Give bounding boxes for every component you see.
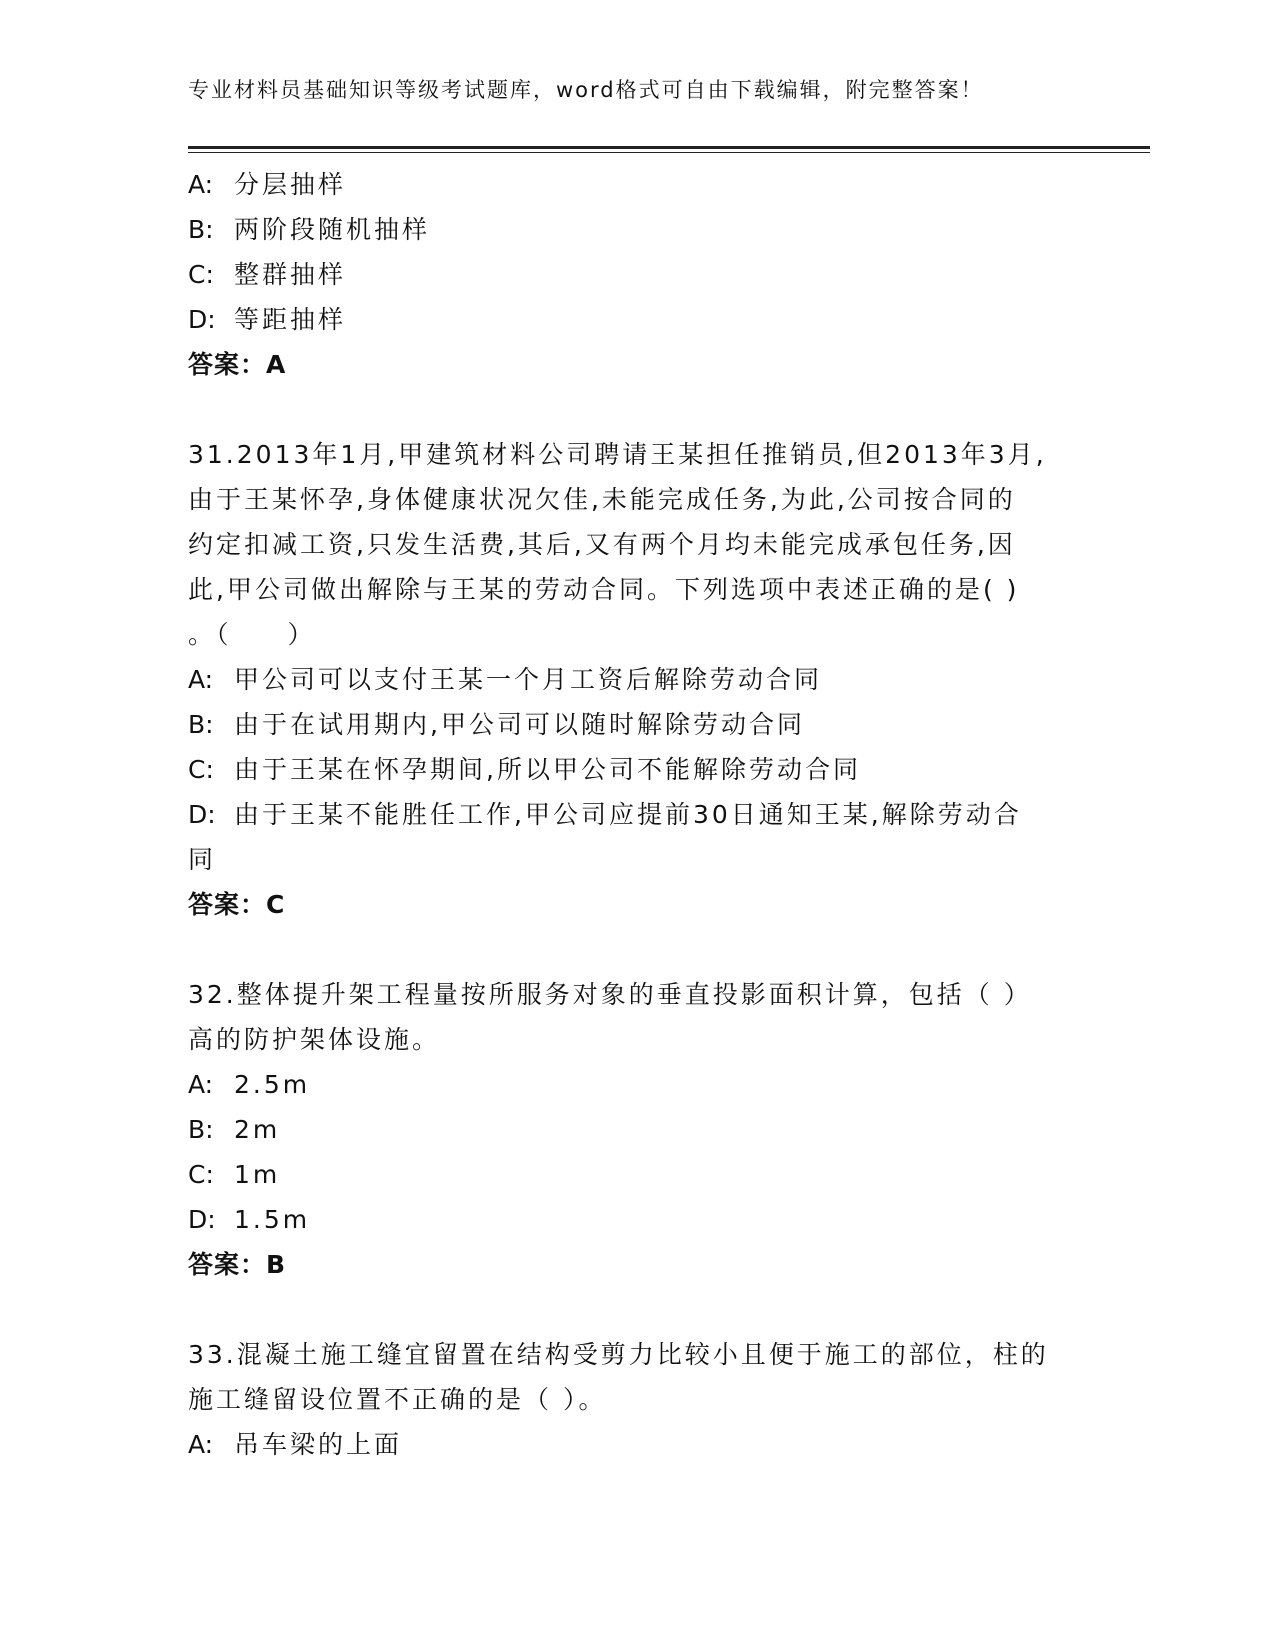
option-text: 整群抽样 (234, 260, 347, 289)
question-stem-line: 约定扣减工资,只发生活费,其后,又有两个月均未能完成承包任务,因 (188, 530, 1016, 559)
option-text: 1.5m (234, 1205, 311, 1234)
answer-option (188, 252, 1088, 297)
question-list (188, 162, 1088, 1467)
option-label: C: (188, 260, 214, 289)
answer-key: 答案：A (188, 350, 287, 379)
option-text: 等距抽样 (234, 305, 347, 334)
option-text: 由于王某在怀孕期间,所以甲公司不能解除劳动合同 (234, 755, 861, 784)
answer-option (188, 1422, 1088, 1467)
question-stem-line: 33.混凝土施工缝宜留置在结构受剪力比较小且便于施工的部位，柱的 (188, 1340, 1049, 1369)
option-text: 由于王某不能胜任工作,甲公司应提前30日通知王某,解除劳动合 (234, 800, 1022, 829)
question-stem-line: 高的防护架体设施。 (188, 1025, 441, 1054)
question-stem-line: 此,甲公司做出解除与王某的劳动合同。下列选项中表述正确的是( ) (188, 575, 1020, 604)
answer-option (188, 297, 1088, 342)
question-block-q33 (188, 1287, 1088, 1467)
block-spacer (188, 927, 1088, 972)
option-label: C: (188, 1160, 214, 1189)
option-label: D: (188, 305, 216, 334)
answer-option (188, 837, 1088, 882)
option-text: 2m (234, 1115, 281, 1144)
option-label: A: (188, 665, 214, 694)
block-spacer (188, 387, 1088, 432)
block-spacer (188, 1287, 1088, 1332)
option-text: 2.5m (234, 1070, 311, 1099)
answer-option (188, 1152, 1088, 1197)
answer-option (188, 792, 1088, 837)
option-text: 两阶段随机抽样 (234, 215, 431, 244)
option-text: 甲公司可以支付王某一个月工资后解除劳动合同 (234, 665, 823, 694)
option-label: B: (188, 1115, 214, 1144)
option-text: 分层抽样 (234, 170, 347, 199)
question-block-q32 (188, 927, 1088, 1287)
answer-option (188, 657, 1088, 702)
option-text: 同 (188, 845, 217, 874)
question-stem-line: 31.2013年1月,甲建筑材料公司聘请王某担任推销员,但2013年3月, (188, 440, 1047, 469)
answer-option (188, 1062, 1088, 1107)
option-label: A: (188, 170, 214, 199)
option-label: B: (188, 215, 214, 244)
option-text: 由于在试用期内,甲公司可以随时解除劳动合同 (234, 710, 805, 739)
question-block-q30-tail (188, 162, 1088, 387)
header-rule-thin (188, 152, 1150, 153)
option-label: C: (188, 755, 214, 784)
answer-key: 答案：B (188, 1250, 287, 1279)
answer-option (188, 162, 1088, 207)
question-stem-line: 32.整体提升架工程量按所服务对象的垂直投影面积计算，包括（ ） (188, 980, 1032, 1009)
option-label: B: (188, 710, 214, 739)
option-text: 吊车梁的上面 (234, 1430, 403, 1459)
page-header: 专业材料员基础知识等级考试题库，word格式可自由下载编辑，附完整答案！ (188, 78, 984, 102)
option-label: D: (188, 1205, 216, 1234)
question-stem-line: 由于王某怀孕,身体健康状况欠佳,未能完成任务,为此,公司按合同的 (188, 485, 1016, 514)
answer-option (188, 1107, 1088, 1152)
answer-option (188, 1197, 1088, 1242)
answer-option (188, 207, 1088, 252)
option-label: D: (188, 800, 216, 829)
answer-option (188, 747, 1088, 792)
option-text: 1m (234, 1160, 281, 1189)
answer-option (188, 702, 1088, 747)
header-rule-thick (188, 146, 1150, 149)
question-stem-line: 。（ ） (188, 620, 316, 649)
option-label: A: (188, 1070, 214, 1099)
answer-key: 答案：C (188, 890, 286, 919)
question-stem-line: 施工缝留设位置不正确的是（ ）。 (188, 1385, 607, 1414)
question-block-q31 (188, 387, 1088, 927)
option-label: A: (188, 1430, 214, 1459)
